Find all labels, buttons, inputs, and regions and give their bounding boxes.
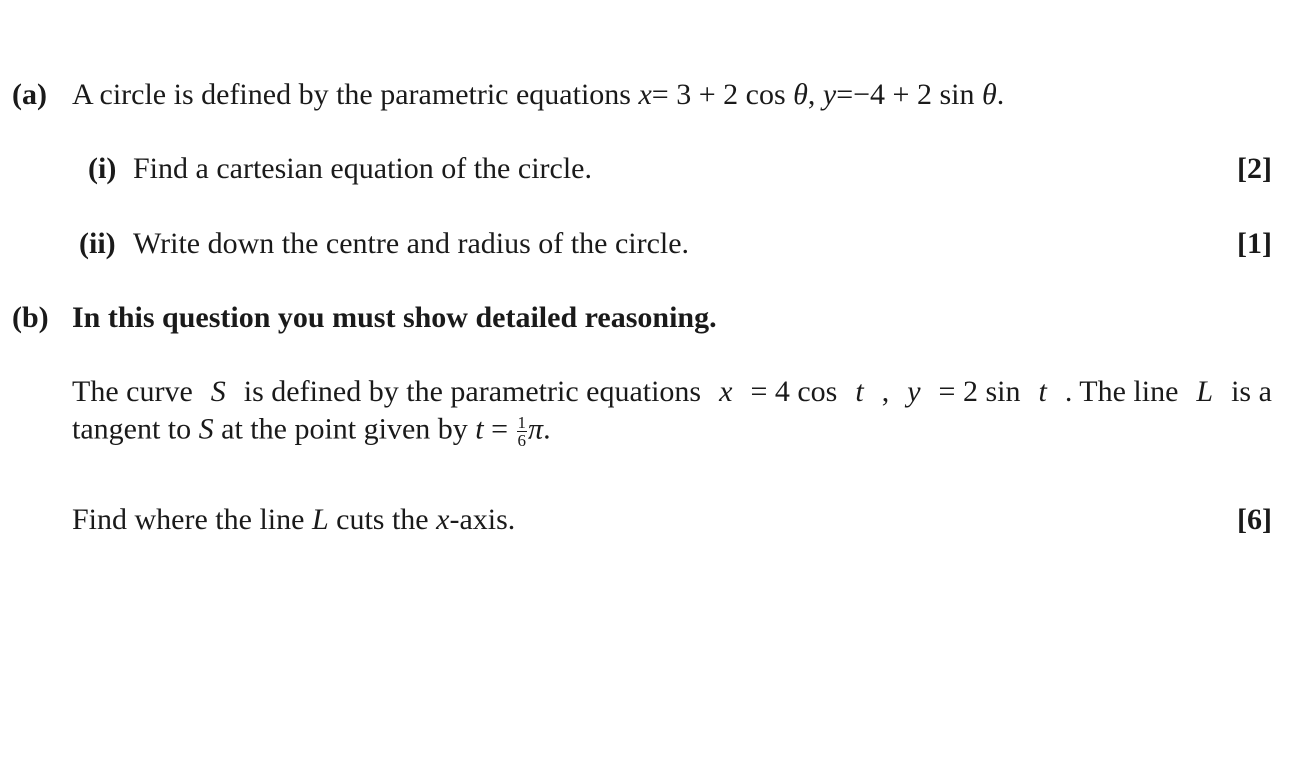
eq-x-var: x bbox=[638, 78, 652, 111]
sub-i-label: (i) bbox=[88, 152, 117, 185]
part-b-line-1 bbox=[72, 377, 1272, 407]
sub-ii-marks: [1] bbox=[1237, 227, 1272, 260]
fraction-denominator: 6 bbox=[517, 431, 527, 450]
line-L-2: L bbox=[311, 503, 329, 536]
line2-seg-b: at the point given by bbox=[213, 412, 476, 446]
curve-S-2: S bbox=[198, 412, 214, 446]
pi-symbol: π bbox=[528, 412, 544, 446]
find-seg-b: cuts the bbox=[328, 503, 437, 536]
eq-x-rhs: = 3 + 2 cos bbox=[651, 78, 794, 111]
line1-seg-d: , bbox=[881, 375, 890, 408]
y-var: y bbox=[907, 375, 921, 408]
sub-ii-label: (ii) bbox=[79, 227, 116, 260]
x-var: x bbox=[719, 375, 733, 408]
period: . bbox=[996, 78, 1005, 111]
theta-symbol: θ bbox=[793, 78, 808, 111]
sub-i-text: Find a cartesian equation of the circle. bbox=[133, 152, 592, 185]
line2-seg-d: . bbox=[543, 412, 551, 446]
part-a-label: (a) bbox=[12, 78, 47, 111]
part-a-statement bbox=[72, 80, 1004, 110]
sub-ii-text: Write down the centre and radius of the circle. bbox=[133, 227, 690, 260]
sub-i-marks: [2] bbox=[1237, 152, 1272, 185]
part-b-heading: In this question you must show detailed reasoning. bbox=[72, 301, 717, 334]
line-L: L bbox=[1196, 375, 1214, 408]
eq-y-rhs: =−4 + 2 sin bbox=[836, 78, 982, 111]
curve-S: S bbox=[210, 375, 226, 408]
find-seg-a: Find where the line bbox=[72, 503, 312, 536]
find-seg-c: -axis. bbox=[449, 503, 516, 536]
x-axis-var: x bbox=[436, 503, 450, 536]
line1-seg-c: = 4 cos bbox=[750, 375, 838, 408]
fraction-numerator: 1 bbox=[517, 413, 527, 432]
line1-seg-f: . The line bbox=[1064, 375, 1179, 408]
fraction bbox=[517, 414, 528, 449]
t-var: t bbox=[855, 375, 864, 408]
part-b-marks: [6] bbox=[1237, 503, 1272, 536]
t-var-3: t bbox=[475, 412, 484, 446]
t-var-2: t bbox=[1038, 375, 1047, 408]
part-b-line-2 bbox=[72, 414, 551, 449]
eq-y-var: y bbox=[822, 78, 837, 111]
part-a-intro: A circle is defined by the parametric equations bbox=[72, 78, 631, 111]
line2-seg-c: = bbox=[483, 412, 516, 446]
part-b-label: (b) bbox=[12, 301, 49, 334]
part-b-find bbox=[72, 505, 515, 535]
line1-seg-b: is defined by the parametric equations bbox=[243, 375, 702, 408]
comma: , bbox=[807, 78, 816, 111]
line2-seg-a: tangent to bbox=[72, 412, 199, 446]
theta-symbol-2: θ bbox=[981, 78, 997, 111]
line1-seg-a: The curve bbox=[72, 375, 193, 408]
line1-seg-g: is a bbox=[1231, 375, 1272, 408]
line1-seg-e: = 2 sin bbox=[938, 375, 1021, 408]
